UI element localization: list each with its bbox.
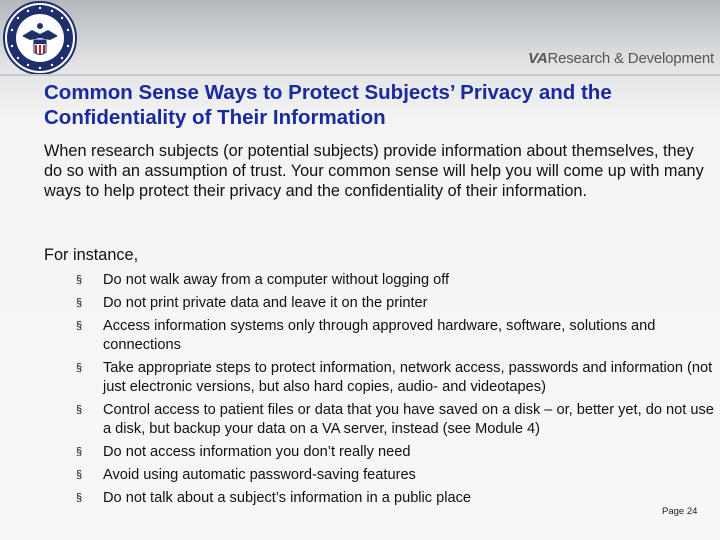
bullet-text: Control access to patient files or data that you have saved on a disk – or, better yet, do not use a disk, but backup your data on a VA server, instead (see Module 4) [103,402,714,437]
bullet-marker: § [76,320,83,332]
brand-name: Research & Development [547,50,714,67]
header-divider [0,74,720,76]
bullet-text: Do not walk away from a computer without logging off [103,272,450,288]
bullet-text: Do not access information you don’t really need [103,444,411,460]
bullet-marker: § [76,446,83,458]
slide-title: Common Sense Ways to Protect Subjects’ Privacy and the Confidentiality of Their Information [44,81,612,129]
intro-paragraph: When research subjects (or potential subjects) provide information about themselves, they do so with an assumption of trust. Your common sense will help you will come up with many ways to help protect their privacy and the confidentiality of their information. [44,142,704,200]
bullet-text: Access information systems only through approved hardware, software, solutions and connections [103,318,656,353]
bullet-marker: § [76,492,83,504]
list-item [76,317,716,355]
page-number: Page 24 [662,506,698,517]
bullet-marker: § [76,362,83,374]
list-item [76,489,716,508]
bullet-text: Do not talk about a subject’s information in a public place [103,490,472,506]
bullet-text: Do not print private data and leave it on the printer [103,295,428,311]
list-item [76,401,716,439]
bullet-marker: § [76,297,83,309]
bullet-text: Avoid using automatic password-saving features [103,467,416,483]
list-item [76,359,716,397]
list-item [76,443,716,462]
brand-logo [528,50,714,67]
list-item [76,466,716,485]
bullet-marker: § [76,404,83,416]
list-item [76,271,716,290]
list-item [76,294,716,313]
bullet-list [76,271,716,512]
brand-prefix: VA [528,50,548,67]
lead-text: For instance, [44,246,139,264]
bullet-marker: § [76,469,83,481]
bullet-text: Take appropriate steps to protect information, network access, passwords and information (not just electronic versions, but also hard copies, audio- and videotapes) [103,360,713,395]
va-seal-icon [2,0,78,76]
bullet-marker: § [76,274,83,286]
